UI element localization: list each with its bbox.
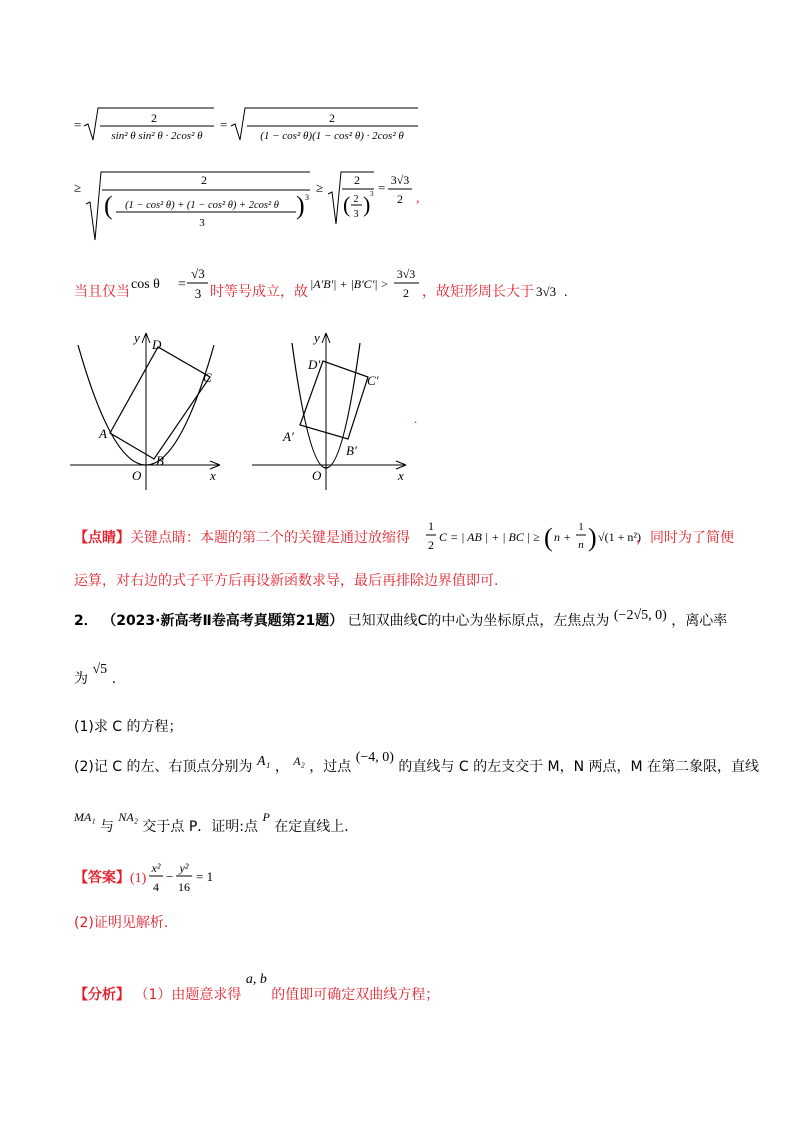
- analysis-text-2: 的值即可确定双曲线方程；: [271, 987, 440, 1003]
- eq1-frac1-den: sin² θ sin² θ · 2cos² θ: [111, 130, 203, 142]
- label-c: C: [203, 370, 212, 385]
- problem-line-1: [74, 610, 727, 640]
- eq2-inner-num: (1 − cos² θ) + (1 − cos² θ) + 2cos² θ: [125, 200, 279, 211]
- cond-abs-expr: |A'B'| + |B'C'| >: [310, 277, 389, 291]
- problem-text-2: ，离心率: [671, 613, 728, 629]
- answer-eq: = 1: [196, 869, 214, 884]
- comment-line-2: 运算，对右边的式子平方后再设新函数求导，最后再排除边界值即可.: [74, 573, 499, 589]
- label-b: B: [156, 453, 164, 468]
- problem-source: （2023·新高考Ⅱ卷高考真题第21题）: [102, 613, 344, 629]
- ab-label: a, b: [245, 972, 267, 987]
- cond-bound-num: 3√3: [396, 267, 416, 281]
- cond-eq: =: [178, 277, 186, 292]
- inv-den: n: [578, 539, 584, 551]
- eq2-ge-2: ≥: [316, 180, 324, 195]
- condition-line: [74, 266, 594, 306]
- equation-line-2: [74, 164, 434, 244]
- paren-left: (: [544, 523, 553, 552]
- minus: −: [166, 869, 174, 884]
- condition-svg: [74, 266, 594, 306]
- label-c-prime: C′: [367, 373, 379, 388]
- eq2-result-num: 3√3: [390, 173, 410, 187]
- y-den: 16: [178, 880, 190, 894]
- eq2-small-inner-den: 3: [353, 209, 359, 220]
- problem-line-2: [74, 662, 117, 688]
- half-num: 1: [428, 519, 434, 533]
- problem-text-3: 为: [74, 671, 88, 687]
- eq2-inner-den: 3: [199, 217, 205, 229]
- a2-label: A₂: [293, 754, 305, 768]
- cond-cos: cos θ: [131, 277, 160, 292]
- label-y: y: [314, 330, 320, 345]
- answer-part-1: (1): [130, 871, 147, 886]
- paren-right: ): [363, 192, 371, 217]
- half-den: 2: [428, 538, 434, 552]
- label-x: x: [210, 468, 216, 483]
- x-num: x²: [151, 861, 161, 875]
- cond-val-num: √3: [191, 266, 205, 281]
- figure-dot: .: [414, 411, 418, 426]
- y-num: y²: [179, 861, 189, 875]
- comment-line-1: [74, 516, 734, 556]
- label-d-prime: D′: [308, 357, 321, 372]
- answer-tag: 【答案】: [74, 871, 130, 886]
- parabola-figures: [60, 325, 430, 495]
- comment-sqrt: √(1 + n²): [598, 530, 641, 544]
- cond-period: .: [564, 285, 568, 300]
- eq2-num: 2: [201, 173, 207, 187]
- problem-period: .: [111, 671, 117, 687]
- q2-text-e: 在定直线上.: [274, 819, 349, 835]
- a1-label: A₁: [256, 754, 271, 769]
- q2-text-b: ，过点: [309, 759, 352, 775]
- paren-right: ): [588, 523, 597, 552]
- cond-suffix: ，故矩形周长大于: [422, 285, 534, 300]
- analysis-text-1: （1）由题意求得: [134, 987, 242, 1003]
- question-2-line-2: [74, 806, 349, 836]
- analysis-line: [74, 968, 439, 1008]
- eq1-equals-2: =: [220, 117, 228, 132]
- q2-text-d: 交于点 P．证明:点: [142, 819, 258, 835]
- answer-line-1: [74, 858, 314, 898]
- p-label: P: [262, 810, 270, 824]
- big-paren-right: ): [296, 191, 305, 220]
- eq1-frac1-num: 2: [151, 111, 157, 125]
- comment-text-1: 关键点睛：本题的第二个的关键是通过放缩得: [130, 531, 410, 546]
- q2-yu: 与: [99, 819, 114, 835]
- eq2-eq: =: [378, 180, 386, 195]
- eq2-exp: 3: [305, 193, 309, 202]
- cond-val-den: 3: [194, 286, 202, 301]
- comment-tag: 【点睛】: [74, 531, 130, 546]
- point-label: (−4, 0): [355, 750, 394, 765]
- problem-number: 2．: [74, 613, 98, 629]
- x-den: 4: [153, 880, 159, 894]
- figure-area: [60, 325, 430, 499]
- eq1-frac2-den: (1 − cos² θ)(1 − cos² θ) · 2cos² θ: [260, 130, 404, 142]
- comment-text-2: ，同时为了简便: [636, 531, 734, 546]
- label-x: x: [398, 468, 404, 483]
- problem-text-1: 已知双曲线C的中心为坐标原点，左焦点为: [347, 613, 610, 629]
- eq2-small-num: 2: [354, 173, 360, 187]
- eq2-ge: ≥: [74, 180, 82, 195]
- comment-svg: [74, 516, 734, 556]
- label-o: O: [312, 468, 322, 483]
- eq2-comma: ,: [416, 191, 420, 206]
- right-figure: [252, 330, 406, 490]
- eccentricity: √5: [92, 662, 108, 677]
- cond-prefix: 当且仅当: [74, 284, 130, 300]
- question-1: (1)求 C 的方程；: [74, 719, 183, 735]
- equation-2-svg: [74, 164, 434, 244]
- inv-num: 1: [578, 521, 584, 533]
- answer-line-2: (2)证明见解析.: [74, 915, 169, 931]
- question-2-line-1: [74, 750, 759, 780]
- eq1-equals: =: [74, 117, 82, 132]
- eq1-frac2-num: 2: [329, 111, 335, 125]
- label-d: D: [152, 337, 162, 352]
- label-y: y: [134, 330, 140, 345]
- big-paren-left: (: [104, 191, 113, 220]
- answer-svg: [74, 858, 314, 898]
- label-o: O: [132, 468, 142, 483]
- focus-point: (−2√5, 0): [613, 608, 667, 623]
- equation-1-svg: [74, 104, 434, 144]
- comment-expr: C = | AB | + | BC | ≥: [439, 530, 540, 544]
- na2-label: NA₂: [118, 810, 138, 824]
- left-figure: [70, 330, 220, 490]
- n-plus: n +: [554, 530, 572, 544]
- eq2-result-den: 2: [397, 192, 403, 206]
- ma1-label: MA₁: [74, 810, 96, 824]
- q2-text-a: (2)记 C 的左、右顶点分别为: [74, 759, 253, 775]
- rectangle-abcd-prime: [300, 361, 368, 439]
- equation-line-1: [74, 104, 434, 144]
- cond-final: 3√3: [536, 284, 557, 299]
- eq2-small-exp: 3: [370, 190, 374, 198]
- label-b-prime: B′: [346, 443, 357, 458]
- q2-comma: ，: [274, 759, 289, 775]
- cond-bound-den: 2: [403, 286, 409, 300]
- label-a-prime: A′: [283, 429, 294, 444]
- label-a: A: [99, 426, 107, 441]
- analysis-tag: 【分析】: [74, 987, 130, 1003]
- eq2-small-inner-num: 2: [353, 194, 359, 205]
- cond-middle: 时等号成立，故: [210, 285, 308, 300]
- q2-text-c: 的直线与 C 的左支交于 M，N 两点，M 在第二象限，直线: [398, 759, 760, 775]
- paren-left: (: [343, 192, 351, 217]
